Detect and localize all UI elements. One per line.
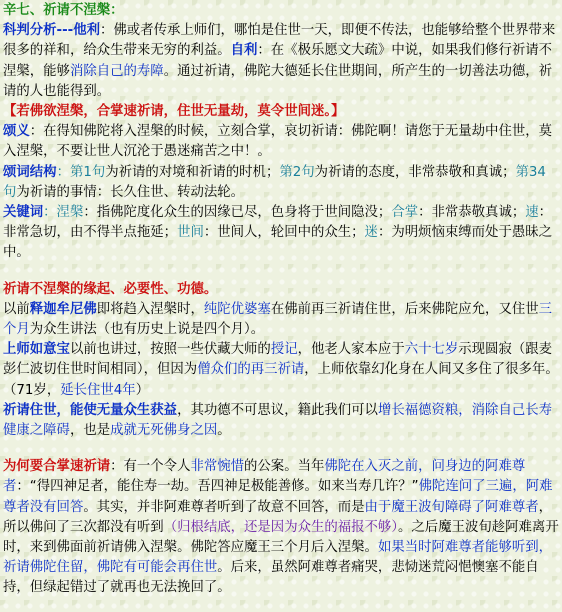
why-text-5: 。之后魔王波旬趁阿难离开时，来到佛面前祈请佛入涅槃。佛陀答应魔王三个月后入涅槃。 — [3, 519, 559, 556]
guru-text-3: 示现圆寂（跟麦彭仁波切住世时间相同），但因为 — [3, 342, 553, 378]
structure-desc-2: 为祈请的态度，非常恭敬和真诚； — [314, 164, 516, 180]
structure-label: 颂词结构 — [3, 164, 57, 180]
analysis-text-2: ：在《极乐愿文大疏》中说，如果我们修行祈请不涅槃，能够 — [3, 43, 553, 79]
section-2-title — [3, 280, 559, 300]
merit-text-2: ，也是 — [69, 423, 111, 439]
why-text-2: 的公案。当年 — [244, 459, 325, 475]
buddha-text-3: 在佛前再三祈请住世，后来佛陀应允，又住世 — [270, 301, 539, 317]
why-label: 为何要合掌速祈请 — [3, 459, 111, 475]
keyword-nirvana-def: ：指佛陀度化众生的因缘已尽，色身将于世间隐没； — [83, 205, 392, 221]
keyword-palms-def: ：非常恭敬真诚； — [418, 205, 526, 221]
buddha-text-2: 即将趋入涅槃时， — [96, 301, 204, 317]
structure-line-1: ：第1句 — [56, 164, 106, 180]
keyword-nirvana: ：涅槃 — [43, 205, 84, 221]
why-mara: 由于魔王波旬障碍了阿难尊者 — [364, 499, 539, 515]
guru-text-1: 以前也讲过，按照一些伏藏大师的 — [69, 342, 271, 358]
why-regret: 非常惋惜 — [190, 459, 245, 475]
verse-line — [3, 102, 559, 122]
analysis-text-3: 。通过祈请，佛陀大德延长住世期间，所产生的一切善法功德，祈请的人也能得到。 — [3, 63, 553, 99]
verse-meaning-label: 颂义 — [3, 124, 30, 140]
sangha-request: 僧众们的再三祈请 — [197, 362, 305, 378]
three-months: 三个月 — [3, 301, 553, 338]
buddha-text-4: 为众生讲法（也有历史上说是四个月）。 — [29, 322, 265, 338]
highlight-life-obstacle: 消除自己的寿障 — [69, 63, 164, 79]
buddha-paragraph — [3, 300, 559, 340]
guru-text-2: ，他老人家本应于 — [297, 342, 405, 358]
why-if-heard: 如果当时阿难尊者能够听到，祈请佛陀住留，佛陀有可能会再住世 — [3, 540, 553, 576]
why-merit-note: （归根结底，还是因为众生的福报不够） — [163, 519, 399, 535]
why-asked-thrice: 佛陀连问了三遍，阿难尊者没有回答 — [3, 479, 553, 515]
merit-highlight-1: 增长福德资粮，消除自己长寿健康之障碍 — [3, 402, 553, 439]
why-text-1: ：有一个令人 — [110, 459, 191, 475]
keywords-label: 关键词 — [3, 205, 44, 221]
keyword-delusion: 迷 — [364, 225, 378, 241]
guru-text-5: ） — [135, 382, 150, 398]
why-paragraph — [3, 457, 559, 598]
analysis-text-1: ：佛或者传承上师们，哪怕是住世一天，即便不传法，也能够给整个世界带来很多的祥和，给众生带来无穷的利益。 — [3, 23, 556, 59]
structure-desc-34: 为祈请的事情：长久住世、转动法轮。 — [16, 184, 245, 200]
why-text-3: 。其实，并非阿难尊者听到了故意不回答，而是 — [83, 499, 365, 515]
keyword-palms: 合掌 — [391, 205, 419, 221]
guru-text-4: ，上师依靠幻化身在人间又多住了很多年。（71岁， — [3, 362, 559, 398]
self-benefit-label: 自利 — [230, 43, 258, 59]
why-text-4: ，所以佛问了三次都没有听到 — [3, 499, 553, 535]
why-quote: ：“得四神足者，能住寿一劫。吾四神足极能善修。如来当寿几许？” — [16, 479, 419, 495]
buddha-name: 释迦牟尼佛 — [29, 301, 97, 317]
analysis-label: 科判分析---他利 — [3, 23, 101, 39]
guru-name: 上师如意宝 — [3, 342, 70, 358]
why-buddha-ask: 佛陀在入灭之前，问身边的阿难尊者 — [3, 459, 526, 495]
section-2-title-text: 祈请不涅槃的缘起、必要性、功德。 — [3, 281, 218, 297]
verse-text: 【若佛欲涅槃，合掌速祈请，住世无量劫，莫令世间迷。】 — [3, 104, 345, 120]
structure-line-34: 第34句 — [3, 164, 546, 200]
keyword-swift: 速 — [525, 205, 539, 221]
merit-text-1: ，其功德不可思议，籍此我们可以 — [177, 402, 378, 418]
merit-paragraph — [3, 401, 559, 441]
buddha-text-1: 以前 — [3, 301, 30, 317]
age-67: 六十七岁 — [404, 342, 459, 358]
extended-years: 延长住世4年 — [60, 382, 136, 398]
structure-desc-1: 为祈请的对境和祈请的时机； — [105, 164, 280, 180]
document — [0, 1, 562, 599]
keyword-world: 世间 — [177, 225, 204, 241]
prophecy-term: 授记 — [270, 342, 298, 358]
analysis-paragraph — [3, 21, 559, 102]
keywords-paragraph — [3, 203, 559, 264]
verse-meaning-text: ：在得知佛陀将入涅槃的时候，立刻合掌，哀切祈请：佛陀啊！请您于无量劫中住世，莫入涅槃，不要让世人沉沦于愚迷痛苦之中！。 — [3, 124, 553, 160]
structure-line-2: 第2句 — [279, 164, 315, 180]
keyword-world-def: ：世间人，轮回中的众生； — [203, 225, 365, 241]
guru-paragraph — [3, 340, 559, 401]
keyword-delusion-def: ：为明烦恼束缚而处于愚昧之中。 — [3, 225, 553, 261]
structure-paragraph — [3, 163, 559, 203]
verse-meaning-paragraph — [3, 122, 559, 162]
heading-text: 辛七、祈请不涅槃： — [3, 3, 124, 18]
merit-heading: 祈请住世，能使无量众生获益 — [3, 402, 178, 418]
merit-highlight-2: 成就无死佛身之因 — [110, 423, 218, 439]
merit-text-3: 。 — [217, 423, 231, 439]
cunda-name: 纯陀优婆塞 — [203, 301, 271, 317]
why-text-6: 。后来，虽然阿难尊者痛哭，悲恸迷荒闷悒懊塞不能自持，但绿起错过了就再也无法挽回了。 — [3, 560, 539, 596]
section-heading — [3, 1, 559, 21]
keyword-swift-def: ：非常急切，由不得半点拖延； — [3, 205, 553, 241]
